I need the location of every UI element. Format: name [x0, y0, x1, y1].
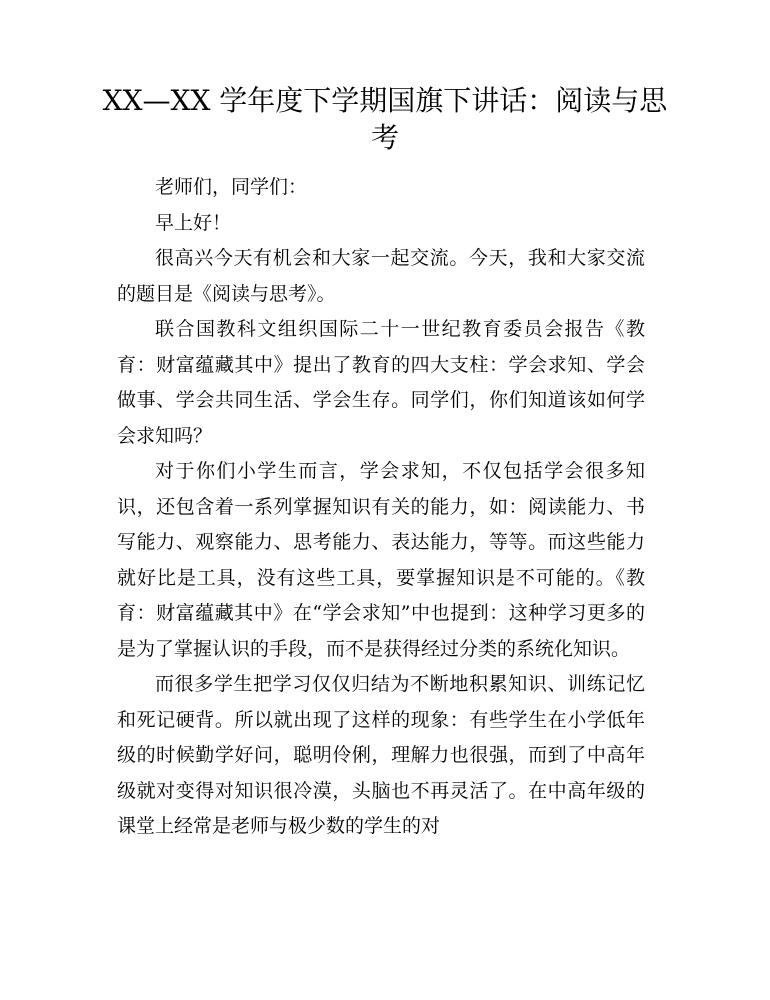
document-title: XX—XX 学年度下学期国旗下讲话：阅读与思考	[102, 84, 668, 154]
topic-paragraph: 很高兴今天有机会和大家一起交流。今天，我和大家交流的题目是《阅读与思考》。	[117, 247, 645, 305]
document-body	[117, 170, 645, 845]
learning-ability-paragraph: 对于你们小学生而言，学会求知，不仅包括学会很多知识，还包含着一系列掌握知识有关的能力，如：阅读能力、书写能力、观察能力、思考能力、表达能力，等等。而这些能力就好比是工具，没有这些工具，要掌握知识是不可能的。《教育：财富蕴藏其中》在“学会求知”中也提到：这种学习更多的是为了掌握认识的手段，而不是获得经过分类的系统化知识。	[117, 460, 645, 660]
unesco-report-paragraph: 联合国教科文组织国际二十一世纪教育委员会报告《教育：财富蕴藏其中》提出了教育的四大支柱：学会求知、学会做事、学会共同生活、学会生存。同学们，你们知道该如何学会求知吗？	[117, 318, 645, 447]
greeting-paragraph: 老师们，同学们：	[155, 176, 308, 198]
rote-learning-paragraph: 而很多学生把学习仅仅归结为不断地积累知识、训练记忆和死记硬背。所以就出现了这样的现象：有些学生在小学低年级的时候勤学好问，聪明伶俐，理解力也很强，而到了中高年级就对变得对知识很冷漠，头脑也不再灵活了。在中高年级的课堂上经常是老师与极少数的学生的对	[117, 673, 645, 837]
morning-greeting-paragraph: 早上好！	[155, 211, 232, 234]
